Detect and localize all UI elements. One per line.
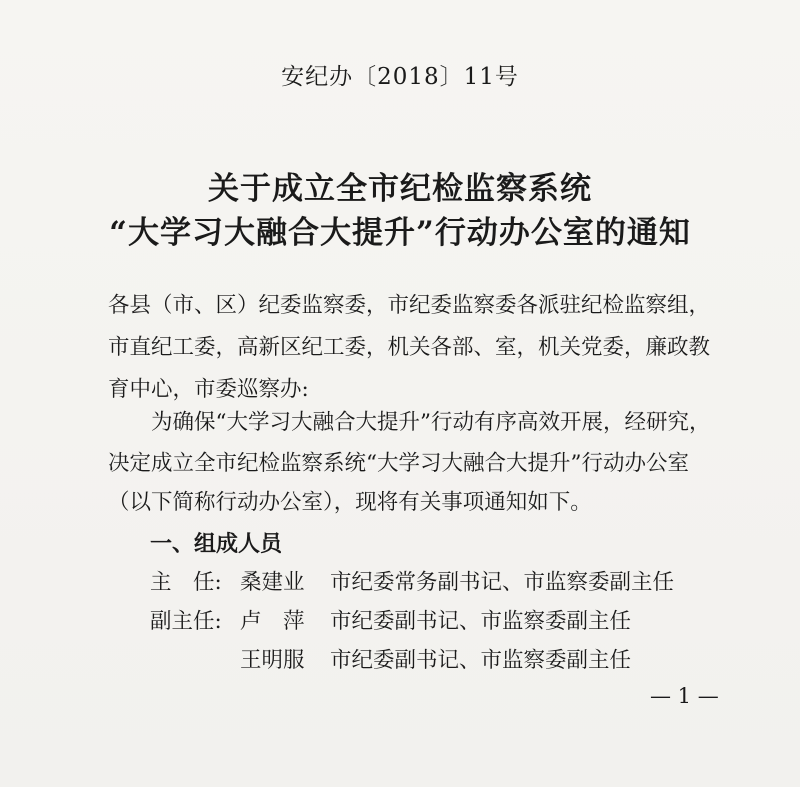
section-heading: 一、组成人员 — [150, 532, 283, 557]
body-line: 决定成立全市纪检监察系统“大学习大融合大提升”行动办公室 — [108, 451, 689, 476]
member-role: 副主任: — [150, 609, 222, 634]
document-number: 安纪办〔2018〕11号 — [281, 64, 519, 90]
member-position: 市纪委常务副书记、市监察委副主任 — [330, 570, 675, 595]
member-name: 王明服 — [240, 648, 305, 673]
document-title-line-2: “大学习大融合大提升”行动办公室的通知 — [109, 215, 691, 251]
body-line: 市直纪工委，高新区纪工委，机关各部、室，机关党委，廉政教 — [108, 335, 711, 360]
member-role: 主 任: — [150, 570, 222, 595]
member-position: 市纪委副书记、市监察委副主任 — [330, 609, 632, 634]
body-line: 各县（市、区）纪委监察委，市纪委监察委各派驻纪检监察组， — [108, 293, 711, 318]
member-position: 市纪委副书记、市监察委副主任 — [330, 648, 632, 673]
page-number: — 1 — — [650, 684, 719, 708]
body-line: 为确保“大学习大融合大提升”行动有序高效开展，经研究， — [108, 410, 711, 435]
member-name: 桑建业 — [240, 570, 305, 595]
member-name: 卢 萍 — [240, 609, 305, 634]
body-line: （以下简称行动办公室），现将有关事项通知如下。 — [108, 490, 592, 515]
document-title-line-1: 关于成立全市纪检监察系统 — [208, 171, 592, 207]
body-line: 育中心，市委巡察办: — [108, 377, 309, 402]
